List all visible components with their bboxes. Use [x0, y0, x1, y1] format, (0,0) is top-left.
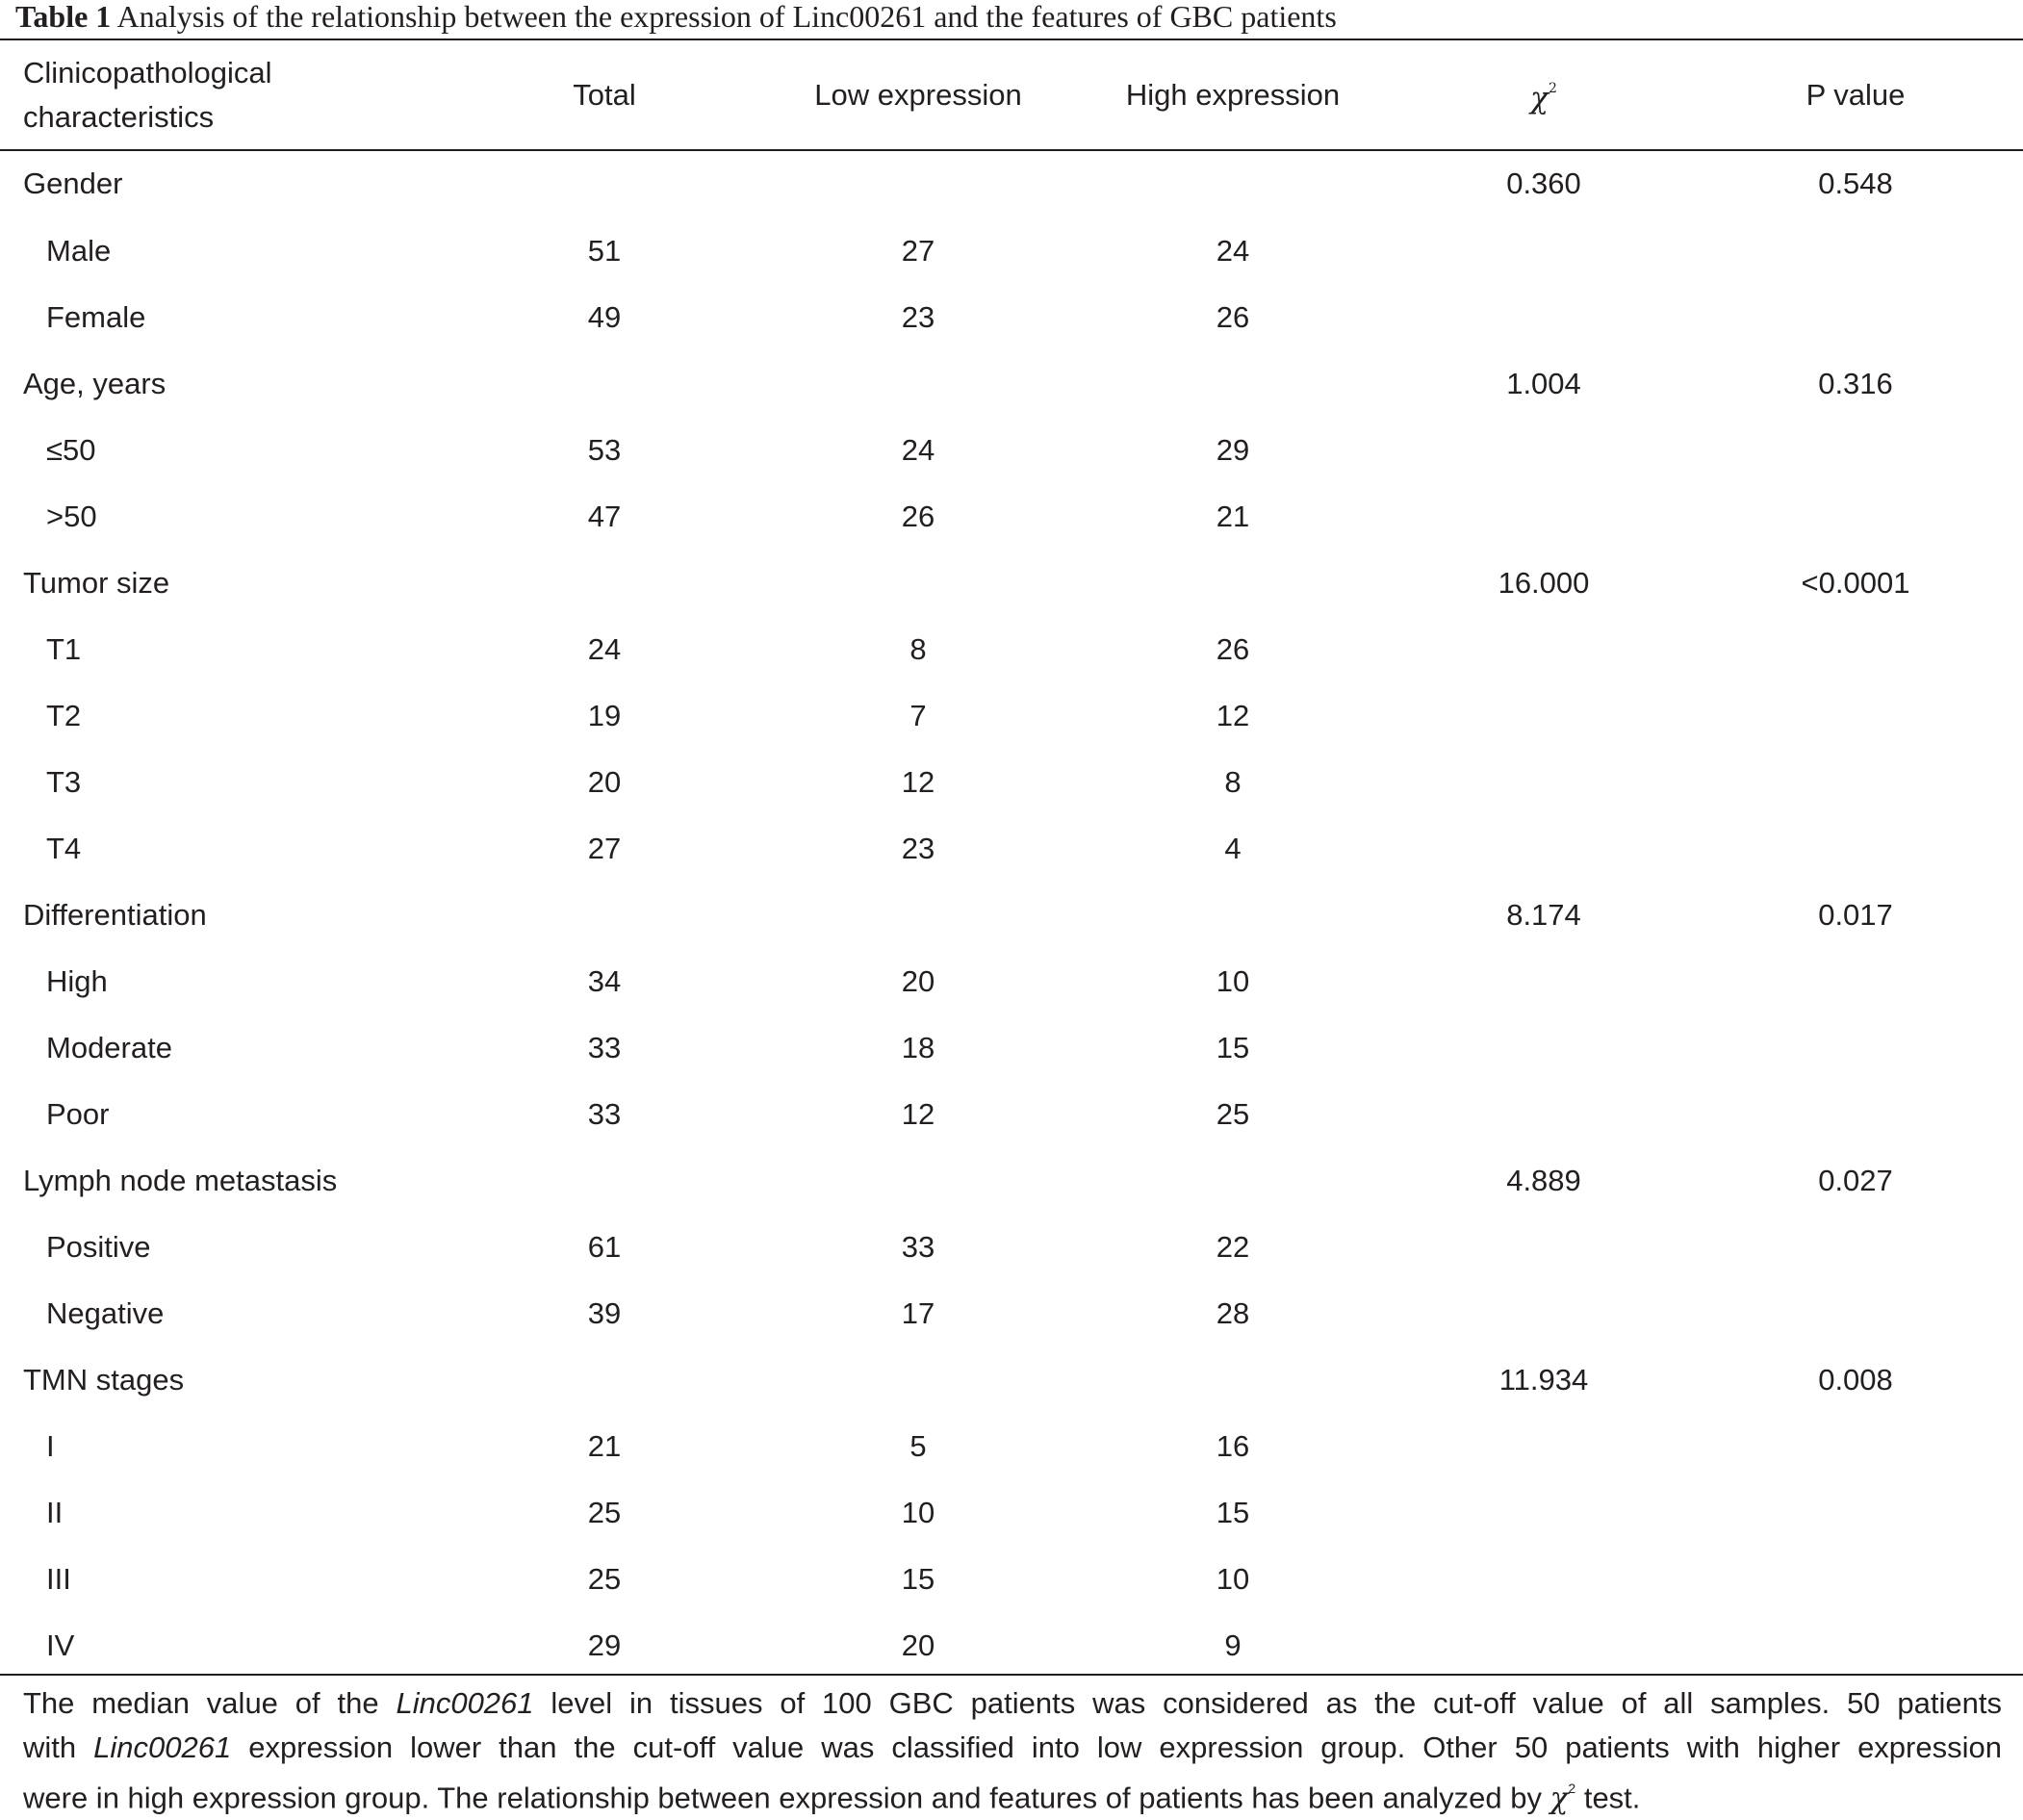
- table-row: [0, 882, 2023, 948]
- p-value-cell: [1688, 284, 2023, 350]
- low-expression-cell: [770, 150, 1066, 218]
- footnote-line-3: were in high expression group. The relationship between expression and features of patients has been analyzed by $\chi^2$ test.: [23, 1781, 1641, 1816]
- high-expression-cell: [1066, 150, 1399, 218]
- table-body: [0, 150, 2023, 1679]
- table-row: [0, 1147, 2023, 1214]
- row-label: Poor: [46, 1096, 110, 1131]
- p-value-cell: [1688, 1612, 2023, 1679]
- table-row: [0, 1413, 2023, 1479]
- p-value-cell: 0.548: [1818, 167, 1893, 200]
- p-value-cell: [1688, 1214, 2023, 1280]
- low-expression-cell: 26: [901, 499, 935, 533]
- chi-square-cell: [1399, 218, 1688, 284]
- total-cell: 61: [587, 1229, 622, 1264]
- header-low-expression: Low expression: [814, 78, 1022, 112]
- chi-square-cell: [1399, 483, 1688, 550]
- chi-square-cell: 8.174: [1506, 897, 1581, 932]
- high-expression-cell: [1066, 550, 1399, 616]
- high-expression-cell: 28: [1216, 1295, 1250, 1330]
- high-expression-cell: 10: [1216, 1561, 1250, 1596]
- table-row: [0, 284, 2023, 350]
- low-expression-cell: 17: [901, 1295, 935, 1330]
- row-label: High: [46, 963, 108, 998]
- high-expression-cell: 15: [1216, 1495, 1250, 1529]
- chi-square-cell: 0.360: [1506, 167, 1581, 200]
- table-row: [0, 218, 2023, 284]
- p-value-cell: [1688, 749, 2023, 815]
- high-expression-cell: 4: [1224, 831, 1242, 865]
- chi-square-cell: [1399, 1214, 1688, 1280]
- row-label: T1: [46, 631, 82, 666]
- total-cell: 49: [587, 299, 622, 334]
- p-value-cell: 0.316: [1818, 366, 1893, 400]
- chi-square-cell: [1399, 749, 1688, 815]
- table-row: [0, 550, 2023, 616]
- high-expression-cell: 26: [1216, 631, 1250, 666]
- low-expression-cell: [770, 550, 1066, 616]
- table-row: [0, 1612, 2023, 1679]
- total-cell: 25: [587, 1495, 622, 1529]
- table-row: [0, 616, 2023, 682]
- table-row: [0, 1346, 2023, 1413]
- high-expression-cell: 10: [1216, 963, 1250, 998]
- header-chi-square: $\chi^2$: [1530, 80, 1557, 115]
- high-expression-cell: 8: [1224, 764, 1242, 799]
- low-expression-cell: 5: [909, 1428, 927, 1463]
- total-cell: 27: [587, 831, 622, 865]
- low-expression-cell: 12: [901, 1096, 935, 1131]
- chi-square-cell: [1399, 682, 1688, 749]
- row-label: ≤50: [46, 432, 96, 467]
- table-row: [0, 150, 2023, 218]
- row-label: T2: [46, 698, 82, 732]
- total-cell: 47: [587, 499, 622, 533]
- p-value-cell: [1688, 218, 2023, 284]
- p-value-cell: 0.027: [1818, 1163, 1893, 1197]
- low-expression-cell: 12: [901, 764, 935, 799]
- low-expression-cell: 7: [909, 698, 927, 732]
- low-expression-cell: [770, 1346, 1066, 1413]
- footnote-line-2: with Linc00261 expression lower than the cut-off value was classified into low expression group. Other 50 patients with higher expression: [23, 1730, 2002, 1764]
- total-cell: 34: [587, 963, 622, 998]
- table-row: [0, 1280, 2023, 1346]
- p-value-cell: [1688, 1014, 2023, 1081]
- table-row: [0, 483, 2023, 550]
- row-label: I: [46, 1428, 55, 1463]
- header-characteristics: Clinicopathological characteristics: [23, 56, 272, 134]
- high-expression-cell: 29: [1216, 432, 1250, 467]
- chi-square-cell: [1399, 284, 1688, 350]
- total-cell: 51: [587, 233, 622, 268]
- total-cell: 39: [587, 1295, 622, 1330]
- row-label: T3: [46, 764, 82, 799]
- low-expression-cell: 8: [909, 631, 927, 666]
- p-value-cell: [1688, 682, 2023, 749]
- low-expression-cell: 24: [901, 432, 935, 467]
- table-row: [0, 749, 2023, 815]
- table-row: [0, 948, 2023, 1014]
- high-expression-cell: 9: [1224, 1628, 1242, 1662]
- p-value-cell: [1688, 815, 2023, 882]
- low-expression-cell: 27: [901, 233, 935, 268]
- total-cell: [439, 550, 770, 616]
- chi-square-cell: 1.004: [1506, 366, 1581, 400]
- p-value-cell: [1688, 1413, 2023, 1479]
- table-label: Table 1: [15, 0, 112, 34]
- chi-square-cell: [1399, 1081, 1688, 1147]
- chi-square-cell: [1399, 1546, 1688, 1612]
- p-value-cell: 0.008: [1818, 1362, 1893, 1397]
- table-row: [0, 682, 2023, 749]
- table-title: Analysis of the relationship between the expression of Linc00261 and the features of GBC patients: [116, 0, 1337, 34]
- chi-square-cell: [1399, 616, 1688, 682]
- row-label: Lymph node metastasis: [23, 1163, 338, 1197]
- high-expression-cell: [1066, 1147, 1399, 1214]
- row-label: T4: [46, 831, 82, 865]
- row-label: Positive: [46, 1229, 151, 1264]
- table-row: [0, 350, 2023, 417]
- table-row: [0, 1081, 2023, 1147]
- p-value-cell: [1688, 1280, 2023, 1346]
- high-expression-cell: 21: [1216, 499, 1250, 533]
- low-expression-cell: 33: [901, 1229, 935, 1264]
- low-expression-cell: 15: [901, 1561, 935, 1596]
- p-value-cell: [1688, 616, 2023, 682]
- low-expression-cell: [770, 882, 1066, 948]
- chi-square-cell: 11.934: [1498, 1362, 1589, 1397]
- row-label: >50: [46, 499, 97, 533]
- chi-square-cell: [1399, 1479, 1688, 1546]
- high-expression-cell: 16: [1216, 1428, 1250, 1463]
- p-value-cell: [1688, 483, 2023, 550]
- data-table: [0, 40, 2023, 1679]
- chi-square-cell: [1399, 1612, 1688, 1679]
- chi-square-cell: [1399, 1413, 1688, 1479]
- row-label: Moderate: [46, 1030, 172, 1064]
- total-cell: [439, 882, 770, 948]
- row-label: Female: [46, 299, 146, 334]
- row-label: Age, years: [23, 366, 166, 400]
- p-value-cell: [1688, 1479, 2023, 1546]
- chi-square-cell: [1399, 1280, 1688, 1346]
- table-row: [0, 1014, 2023, 1081]
- row-label: Gender: [23, 167, 123, 200]
- high-expression-cell: 22: [1216, 1229, 1250, 1264]
- high-expression-cell: 15: [1216, 1030, 1250, 1064]
- high-expression-cell: [1066, 882, 1399, 948]
- total-cell: [439, 150, 770, 218]
- footnote-line-1: The median value of the Linc00261 level in tissues of 100 GBC patients was considered as the cut-off value of all samples. 50 patients: [23, 1686, 2002, 1720]
- table-row: [0, 1546, 2023, 1612]
- row-label: III: [46, 1561, 71, 1596]
- total-cell: 29: [587, 1628, 622, 1662]
- row-label: IV: [46, 1628, 75, 1662]
- chi-square-cell: [1399, 948, 1688, 1014]
- low-expression-cell: 20: [901, 963, 935, 998]
- total-cell: 21: [587, 1428, 622, 1463]
- low-expression-cell: 23: [901, 299, 935, 334]
- chi-square-cell: [1399, 1014, 1688, 1081]
- table-row: [0, 815, 2023, 882]
- table-row: [0, 417, 2023, 483]
- total-cell: 20: [587, 764, 622, 799]
- chi-square-cell: 16.000: [1498, 565, 1590, 600]
- total-cell: 53: [587, 432, 622, 467]
- table-caption: [15, 0, 1337, 37]
- chi-square-cell: [1399, 815, 1688, 882]
- high-expression-cell: 25: [1216, 1096, 1250, 1131]
- total-cell: 24: [587, 631, 622, 666]
- chi-square-cell: 4.889: [1506, 1163, 1581, 1197]
- high-expression-cell: [1066, 350, 1399, 417]
- row-label: II: [46, 1495, 64, 1529]
- table-footnote: [23, 1681, 2002, 1820]
- p-value-cell: [1688, 1546, 2023, 1612]
- p-value-cell: 0.017: [1818, 897, 1893, 932]
- row-label: Male: [46, 233, 112, 268]
- total-cell: 25: [587, 1561, 622, 1596]
- header-p-value: P value: [1805, 78, 1906, 112]
- low-expression-cell: 23: [901, 831, 935, 865]
- p-value-cell: <0.0001: [1801, 565, 1910, 600]
- p-value-cell: [1688, 948, 2023, 1014]
- header-total: Total: [573, 78, 636, 112]
- high-expression-cell: 24: [1216, 233, 1250, 268]
- row-label: Tumor size: [23, 565, 170, 600]
- row-label: Negative: [46, 1295, 165, 1330]
- total-cell: [439, 1346, 770, 1413]
- total-cell: 33: [587, 1030, 622, 1064]
- row-label: TMN stages: [23, 1362, 185, 1397]
- high-expression-cell: 26: [1216, 299, 1250, 334]
- chi-square-cell: [1399, 417, 1688, 483]
- total-cell: 19: [587, 698, 622, 732]
- p-value-cell: [1688, 1081, 2023, 1147]
- low-expression-cell: 10: [901, 1495, 935, 1529]
- p-value-cell: [1688, 417, 2023, 483]
- low-expression-cell: [770, 1147, 1066, 1214]
- total-cell: 33: [587, 1096, 622, 1131]
- high-expression-cell: [1066, 1346, 1399, 1413]
- header-high-expression: High expression: [1125, 78, 1341, 112]
- low-expression-cell: 18: [901, 1030, 935, 1064]
- header-row: [0, 40, 2023, 150]
- total-cell: [439, 350, 770, 417]
- total-cell: [439, 1147, 770, 1214]
- low-expression-cell: [770, 350, 1066, 417]
- row-label: Differentiation: [23, 897, 207, 932]
- low-expression-cell: 20: [901, 1628, 935, 1662]
- high-expression-cell: 12: [1216, 698, 1250, 732]
- table-row: [0, 1214, 2023, 1280]
- table-row: [0, 1479, 2023, 1546]
